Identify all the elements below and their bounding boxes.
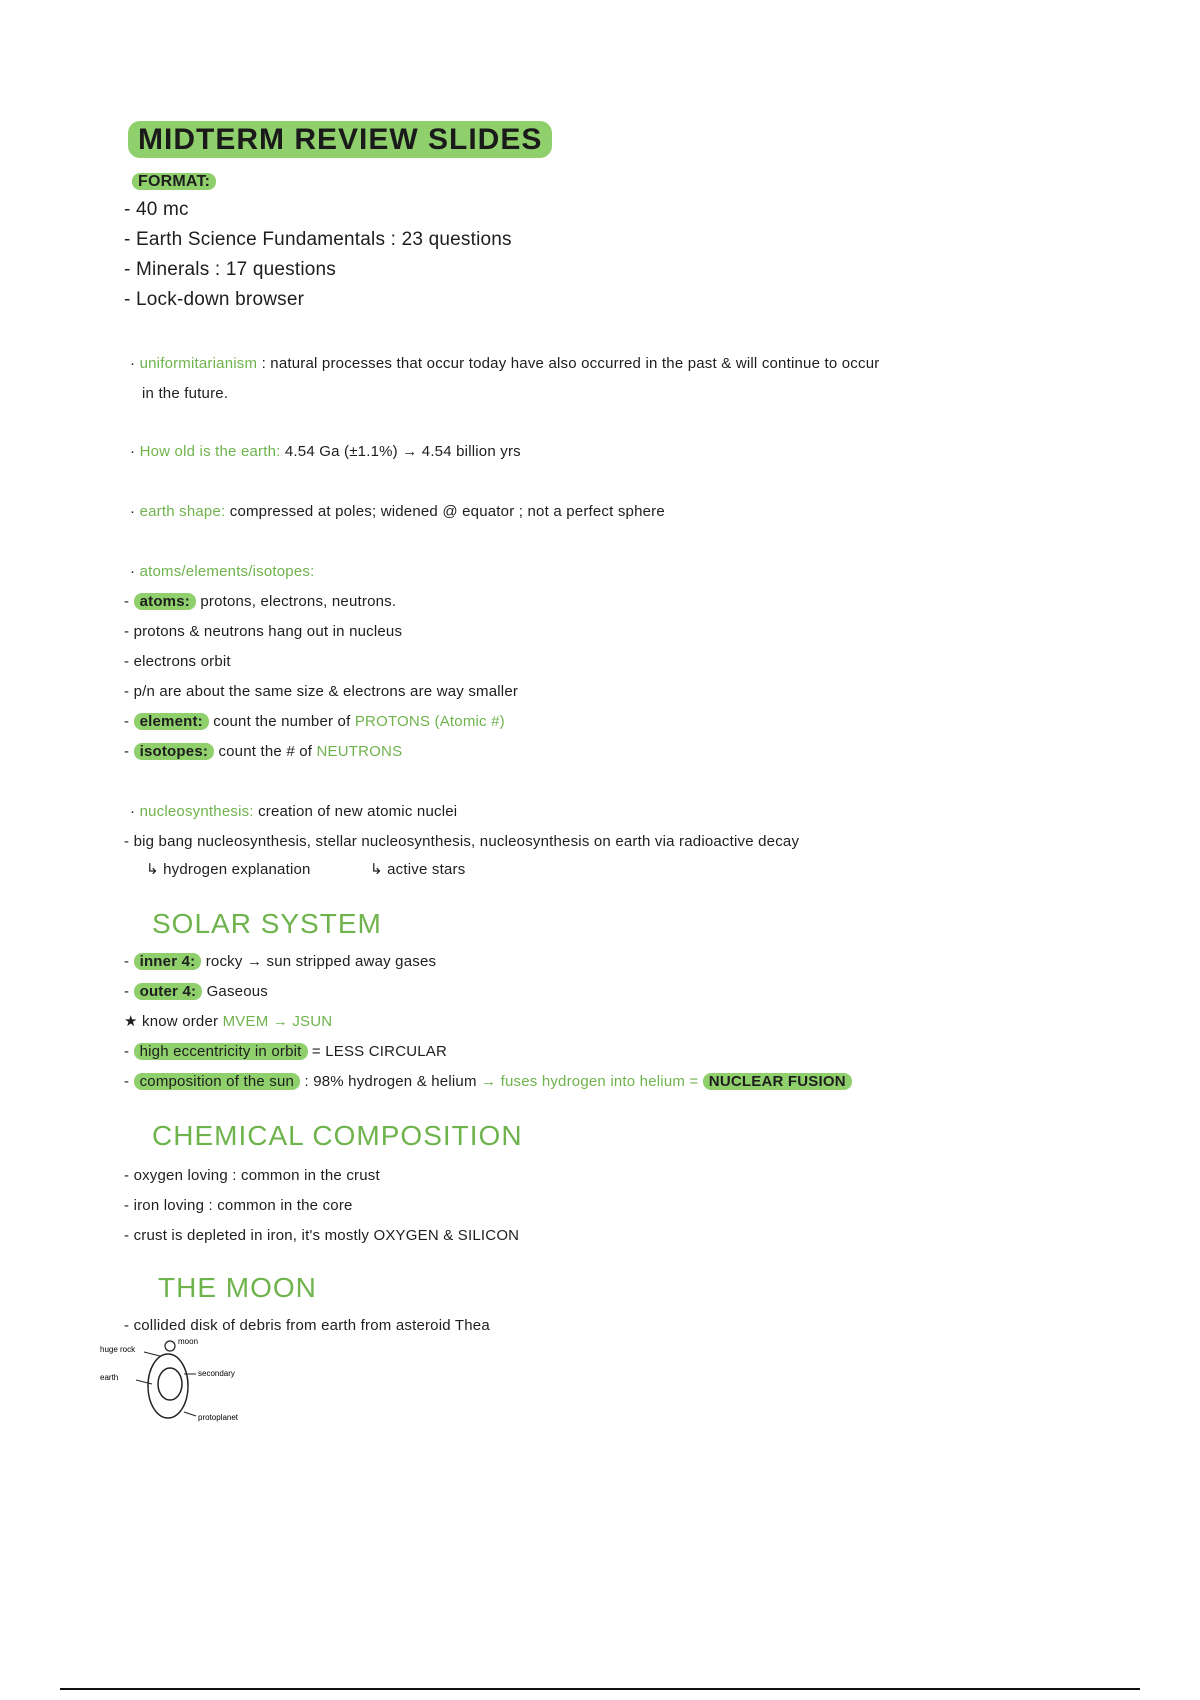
isotopes-label: isotopes: bbox=[134, 743, 214, 760]
earth-shape-term: earth shape: bbox=[139, 503, 226, 520]
format-label-text: FORMAT: bbox=[132, 173, 216, 190]
eccentricity-text: = LESS CIRCULAR bbox=[311, 1043, 448, 1060]
label-line bbox=[144, 1352, 160, 1356]
atoms-line: - p/n are about the same size & electrons are way smaller bbox=[124, 683, 519, 700]
nucleosynthesis-term: nucleosynthesis: bbox=[139, 803, 254, 820]
sun-composition-label: composition of the sun bbox=[134, 1073, 301, 1090]
outer-planets-line: - outer 4: Gaseous bbox=[124, 983, 268, 1000]
format-item: - Minerals : 17 questions bbox=[124, 259, 336, 280]
earth-shape-line: · earth shape: compressed at poles; widened @ equator ; not a perfect sphere bbox=[130, 503, 665, 520]
isotopes-line: - isotopes: count the # of NEUTRONS bbox=[124, 743, 403, 760]
sun-composition-green: → fuses hydrogen into helium = bbox=[481, 1073, 699, 1090]
atoms-line: - protons & neutrons hang out in nucleus bbox=[124, 623, 403, 640]
atoms-line: - atoms: protons, electrons, neutrons. bbox=[124, 593, 397, 610]
inner-planets-line: - inner 4: rocky → sun stripped away gases bbox=[124, 953, 437, 970]
label-line bbox=[136, 1380, 152, 1384]
atoms-heading: · atoms/elements/isotopes: bbox=[130, 563, 315, 580]
chemical-line: - crust is depleted in iron, it's mostly OXYGEN & SILICON bbox=[124, 1227, 520, 1244]
order-green: MVEM → JSUN bbox=[222, 1013, 333, 1030]
element-line: - element: count the number of PROTONS (Atomic #) bbox=[124, 713, 505, 730]
nuclear-fusion-text: NUCLEAR FUSION bbox=[703, 1073, 852, 1090]
nucleosynthesis-line: · nucleosynthesis: creation of new atomic nuclei bbox=[130, 803, 458, 820]
moon-line: - collided disk of debris from earth from asteroid Thea bbox=[124, 1317, 490, 1334]
chemical-heading: CHEMICAL COMPOSITION bbox=[152, 1120, 523, 1151]
page-title bbox=[128, 123, 552, 156]
atoms-line: - electrons orbit bbox=[124, 653, 231, 670]
nucleosynthesis-definition: creation of new atomic nuclei bbox=[258, 803, 458, 820]
nucleosynthesis-note: ↳ active stars bbox=[370, 861, 466, 878]
atoms-label: atoms: bbox=[134, 593, 196, 610]
moon-heading: THE MOON bbox=[158, 1272, 317, 1303]
earth-shape-value: compressed at poles; widened @ equator ; not a perfect sphere bbox=[229, 503, 665, 520]
diagram-label: huge rock bbox=[100, 1345, 136, 1354]
label-line bbox=[184, 1412, 196, 1416]
page-bottom-rule bbox=[60, 1688, 1140, 1690]
earth-age-value: 4.54 Ga (±1.1%) → 4.54 billion yrs bbox=[284, 443, 521, 460]
uniformitarianism-continuation: in the future. bbox=[142, 385, 229, 402]
inner-text: rocky → sun stripped away gases bbox=[205, 953, 437, 970]
uniformitarianism-definition: : natural processes that occur today have also occurred in the past & will continue to occur bbox=[261, 355, 880, 372]
element-text: count the number of bbox=[213, 713, 351, 730]
sun-composition-text: : 98% hydrogen & helium bbox=[304, 1073, 477, 1090]
element-label: element: bbox=[134, 713, 209, 730]
isotopes-green: NEUTRONS bbox=[316, 743, 403, 760]
chemical-line: - iron loving : common in the core bbox=[124, 1197, 353, 1214]
isotopes-text: count the # of bbox=[218, 743, 313, 760]
order-line bbox=[124, 1010, 332, 1034]
moon-circle bbox=[165, 1341, 175, 1351]
format-item: - 40 mc bbox=[124, 199, 189, 220]
order-text: ★ know order bbox=[124, 1013, 219, 1030]
earth-age-line: · How old is the earth: 4.54 Ga (±1.1%) → 4.54 billion yrs bbox=[130, 443, 521, 460]
orbit-inner bbox=[158, 1368, 182, 1400]
earth-age-term: How old is the earth: bbox=[139, 443, 281, 460]
chemical-line: - oxygen loving : common in the crust bbox=[124, 1167, 380, 1184]
diagram-label: secondary bbox=[198, 1369, 235, 1378]
format-label bbox=[132, 170, 216, 194]
eccentricity-label: high eccentricity in orbit bbox=[134, 1043, 308, 1060]
moon-formation-diagram bbox=[100, 1330, 260, 1430]
format-item: - Earth Science Fundamentals : 23 questions bbox=[124, 229, 512, 250]
nucleosynthesis-note: ↳ hydrogen explanation bbox=[146, 861, 311, 878]
atoms-term: atoms/elements/isotopes: bbox=[139, 563, 315, 580]
format-item: - Lock-down browser bbox=[124, 289, 305, 310]
element-green: PROTONS (Atomic #) bbox=[354, 713, 505, 730]
diagram-label: earth bbox=[100, 1373, 119, 1382]
uniformitarianism-line: · uniformitarianism : natural processes that occur today have also occurred in the past & will continue to occur bbox=[130, 355, 880, 372]
uniformitarianism-term: uniformitarianism bbox=[139, 355, 258, 372]
outer-label: outer 4: bbox=[134, 983, 203, 1000]
atoms-text: protons, electrons, neutrons. bbox=[200, 593, 397, 610]
diagram-label: moon bbox=[178, 1337, 199, 1346]
sun-composition-line: - composition of the sun : 98% hydrogen & helium → fuses hydrogen into helium = NUCLEAR FUSION bbox=[124, 1070, 852, 1094]
eccentricity-line: - high eccentricity in orbit = LESS CIRCULAR bbox=[124, 1043, 448, 1060]
diagram-label: protoplanet bbox=[198, 1413, 239, 1422]
outer-text: Gaseous bbox=[206, 983, 268, 1000]
nucleosynthesis-types: - big bang nucleosynthesis, stellar nucleosynthesis, nucleosynthesis on earth via radioactive decay bbox=[124, 833, 800, 850]
inner-label: inner 4: bbox=[134, 953, 202, 970]
solar-system-heading: SOLAR SYSTEM bbox=[152, 908, 382, 939]
title-text: MIDTERM REVIEW SLIDES bbox=[128, 121, 552, 158]
